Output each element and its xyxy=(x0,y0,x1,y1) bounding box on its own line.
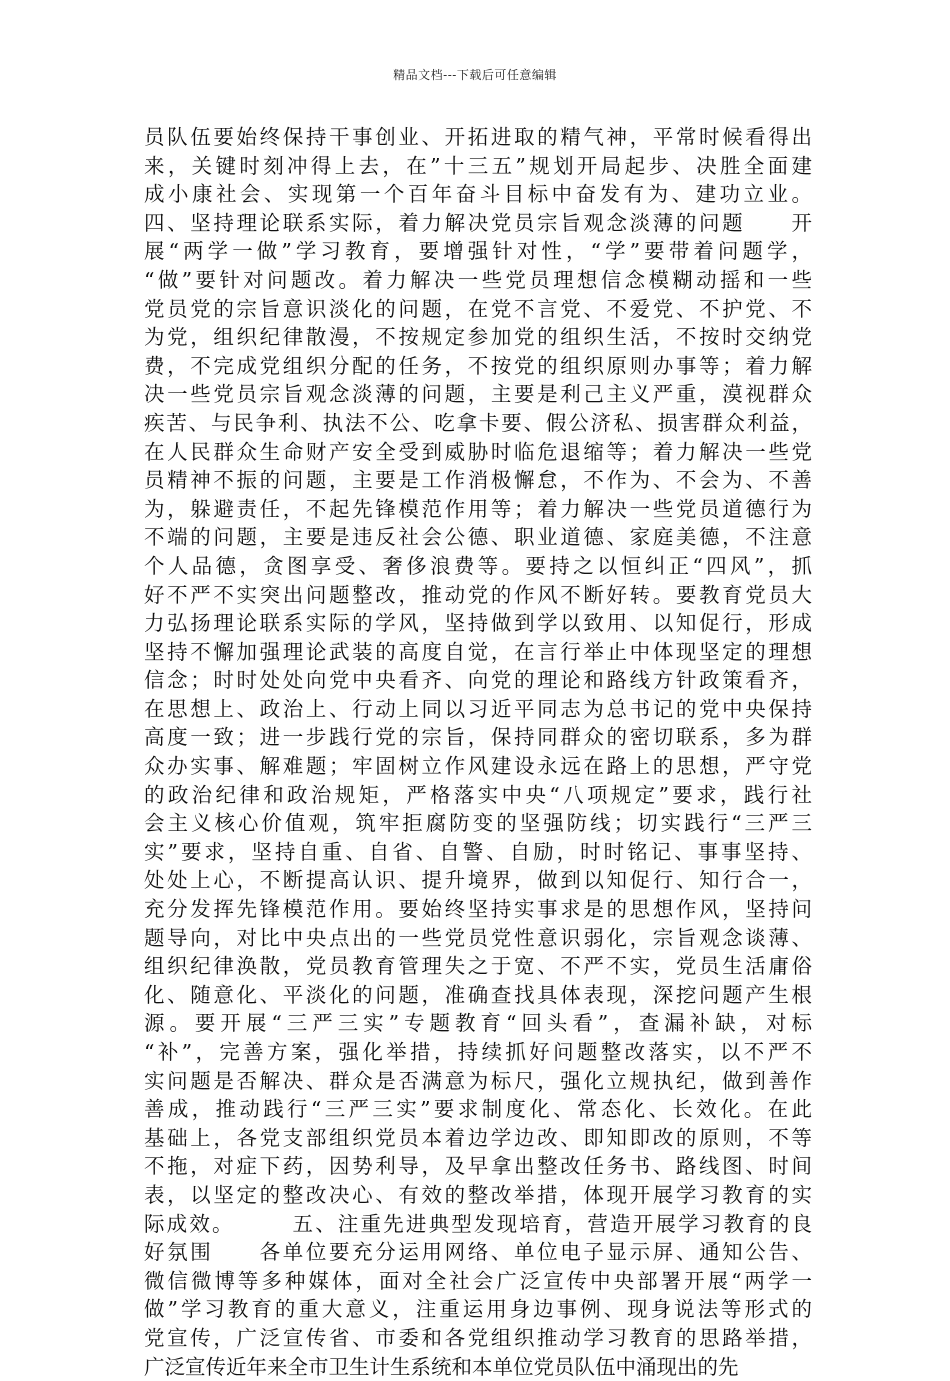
text-line: 好氛围 各单位要充分运用网络、单位电子显示屏、通知公告、 xyxy=(144,1240,812,1265)
text-line: 来，关键时刻冲得上去，在”十三五”规划开局起步、决胜全面建 xyxy=(144,153,812,178)
text-line: 题导向，对比中央点出的一些党员党性意识弱化，宗旨观念谈薄、 xyxy=(144,925,812,950)
text-line: 的政治纪律和政治规矩，严格落实中央“八项规定”要求，践行社 xyxy=(144,782,812,807)
text-line: 广泛宣传近年来全市卫生计生系统和本单位党员队伍中涌现出的先 xyxy=(144,1354,739,1379)
text-line: 信念；时时处处向党中央看齐、向党的理论和路线方针政策看齐， xyxy=(144,668,812,693)
text-line: 组织纪律涣散，党员教育管理失之于宽、不严不实，党员生活庸俗 xyxy=(144,954,812,979)
text-line: 实问题是否解决、群众是否满意为标尺，强化立规执纪，做到善作 xyxy=(144,1068,812,1093)
text-line: 会主义核心价值观，筑牢拒腐防变的坚强防线；切实践行“三严三 xyxy=(144,811,812,836)
text-line: 高度一致；进一步践行党的宗旨，保持同群众的密切联系，多为群 xyxy=(144,725,812,750)
text-line: “补”，完善方案，强化举措，持续抓好问题整改落实，以不严不 xyxy=(144,1040,812,1064)
text-line: 不端的问题，主要是违反社会公德、职业道德、家庭美德，不注意 xyxy=(144,525,812,550)
text-line: 处处上心，不断提高认识、提升境界，做到以知促行、知行合一， xyxy=(144,868,812,893)
text-line: 四、坚持理论联系实际，着力解决党员宗旨观念淡薄的问题 开 xyxy=(144,210,812,235)
text-line: 际成效。 五、注重先进典型发现培育，营造开展学习教育的良 xyxy=(144,1211,812,1236)
text-line: 决一些党员宗旨观念淡薄的问题，主要是利己主义严重，漠视群众 xyxy=(144,382,812,407)
text-line: 坚持不懈加强理论武装的高度自觉，在言行举止中体现坚定的理想 xyxy=(144,639,812,664)
text-line: 不拖，对症下药，因势利导，及早拿出整改任务书、路线图、时间 xyxy=(144,1154,812,1179)
text-line: 基础上，各党支部组织党员本着边学边改、即知即改的原则，不等 xyxy=(144,1125,812,1150)
text-line: 力弘扬理论联系实际的学风，坚持做到学以致用、以知促行，形成 xyxy=(144,611,812,636)
text-line: 个人品德，贪图享受、奢侈浪费等。要持之以恒纠正“四风”，抓 xyxy=(144,553,812,578)
text-line: 展“两学一做”学习教育，要增强针对性，“学”要带着问题学， xyxy=(144,239,812,264)
text-line: 成小康社会、实现第一个百年奋斗目标中奋发有为、建功立业。 xyxy=(144,182,812,207)
text-line: 充分发挥先锋模范作用。要始终坚持实事求是的思想作风，坚持问 xyxy=(144,897,812,922)
document-body xyxy=(144,123,812,1381)
text-line: 做”学习教育的重大意义，注重运用身边事例、现身说法等形式的 xyxy=(144,1297,812,1322)
text-line: 疾苦、与民争利、执法不公、吃拿卡要、假公济私、损害群众利益， xyxy=(144,410,812,435)
text-line: 表，以坚定的整改决心、有效的整改举措，体现开展学习教育的实 xyxy=(144,1182,812,1207)
text-line: 实”要求，坚持自重、自省、自警、自励，时时铭记、事事坚持、 xyxy=(144,839,812,864)
text-line: 党宣传，广泛宣传省、市委和各党组织推动学习教育的思路举措， xyxy=(144,1325,812,1350)
text-line: 员队伍要始终保持干事创业、开拓进取的精气神，平常时候看得出 xyxy=(144,125,812,149)
text-line: 众办实事、解难题；牢固树立作风建设永远在路上的思想，严守党 xyxy=(144,754,812,779)
text-line: 党员党的宗旨意识淡化的问题，在党不言党、不爱党、不护党、不 xyxy=(144,296,812,321)
text-line: 为党，组织纪律散漫，不按规定参加党的组织生活，不按时交纳党 xyxy=(144,325,812,350)
text-line: 化、随意化、平淡化的问题，准确查找具体表现，深挖问题产生根 xyxy=(144,982,812,1007)
text-line: “做”要针对问题改。着力解决一些党员理想信念模糊动摇和一些 xyxy=(144,267,812,292)
text-line: 善成，推动践行“三严三实”要求制度化、常态化、长效化。在此 xyxy=(144,1097,812,1122)
text-line: 为，躲避责任，不起先锋模范作用等；着力解决一些党员道德行为 xyxy=(144,496,812,521)
text-line: 员精神不振的问题，主要是工作消极懈怠，不作为、不会为、不善 xyxy=(144,468,812,493)
text-line: 费，不完成党组织分配的任务，不按党的组织原则办事等；着力解 xyxy=(144,353,812,378)
text-line: 微信微博等多种媒体，面对全社会广泛宣传中央部署开展“两学一 xyxy=(144,1268,812,1293)
text-line: 在思想上、政治上、行动上同以习近平同志为总书记的党中央保持 xyxy=(144,696,812,721)
text-line: 在人民群众生命财产安全受到威胁时临危退缩等；着力解决一些党 xyxy=(144,439,812,464)
text-line: 源。要开展“三严三实”专题教育“回头看”，查漏补缺，对标 xyxy=(144,1011,812,1036)
page-header: 精品文档---下载后可任意编辑 xyxy=(393,68,557,82)
text-line: 好不严不实突出问题整改，推动党的作风不断好转。要教育党员大 xyxy=(144,582,812,607)
